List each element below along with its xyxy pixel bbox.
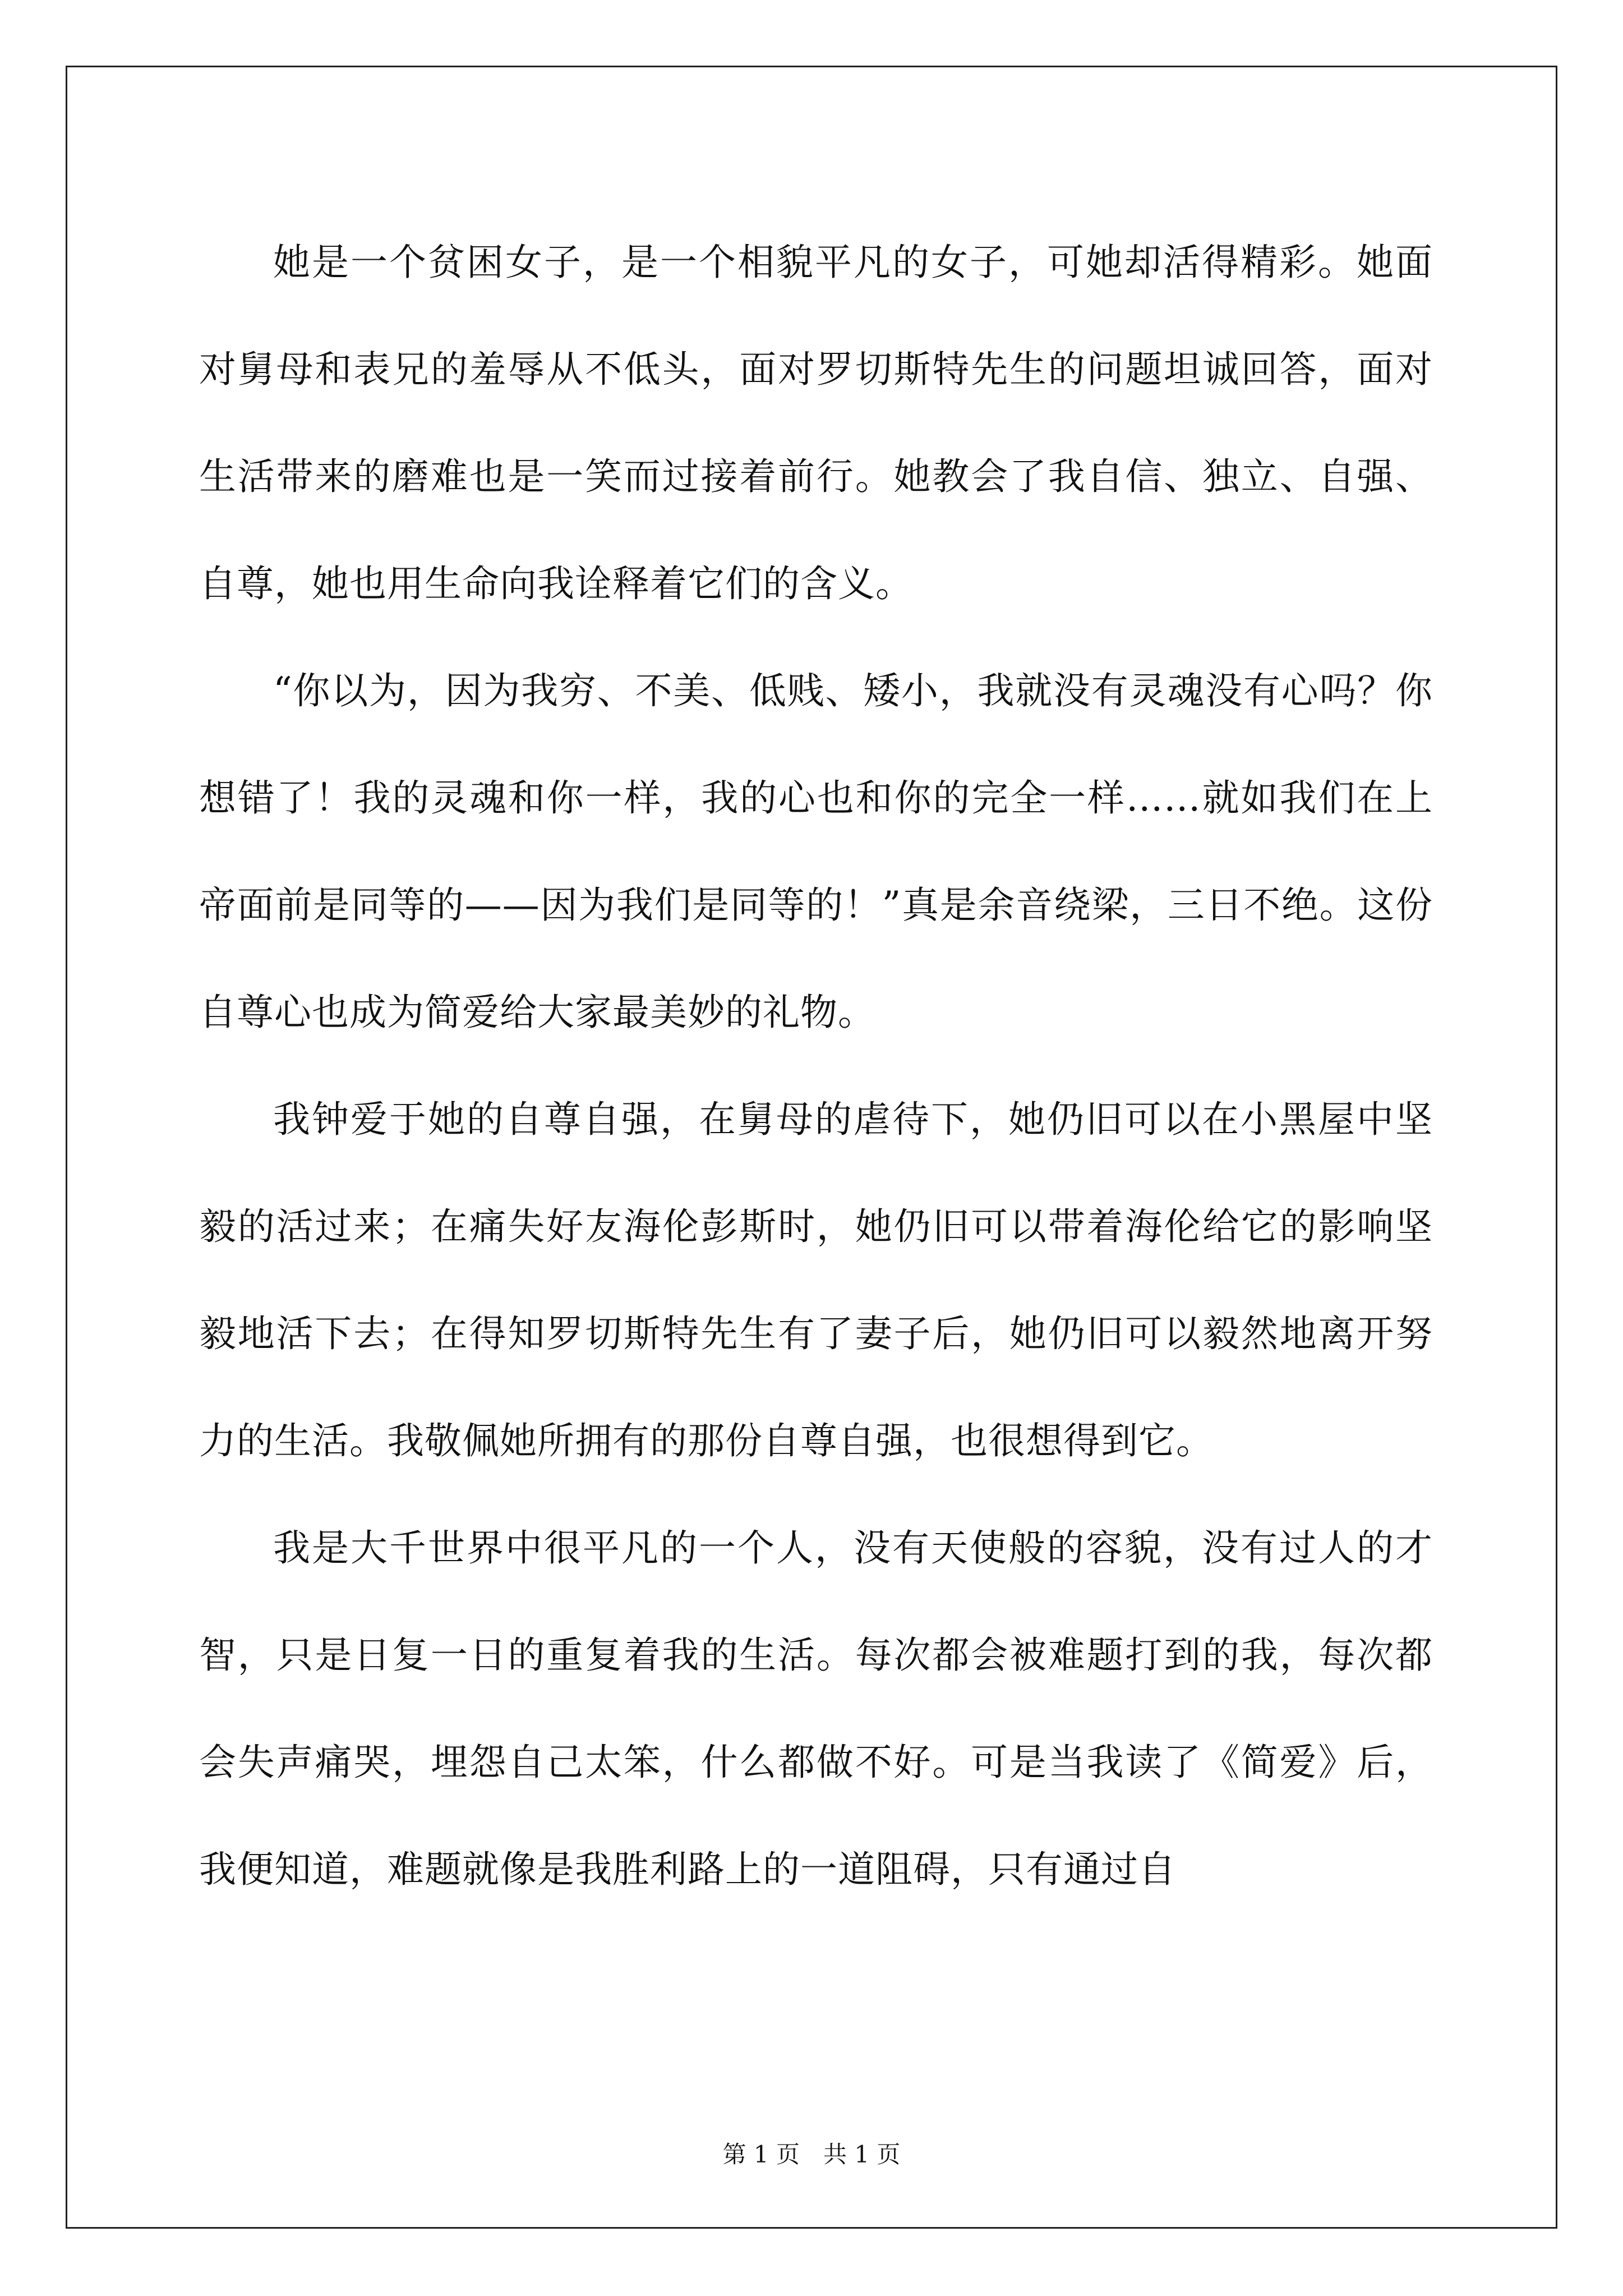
paragraph-3: 我钟爱于她的自尊自强，在舅母的虐待下，她仍旧可以在小黑屋中坚毅的活过来；在痛失好友海伦彭斯时，她仍旧可以带着海伦给它的影响坚毅地活下去；在得知罗切斯特先生有了妻子后，她仍旧可以毅然地离开努力的生活。我敬佩她所拥有的那份自尊自强，也很想得到它。 [199,1098,1433,1462]
page-number-label: 第 1 页 共 1 页 [722,2141,901,2168]
paragraph-4: 我是大千世界中很平凡的一个人，没有天使般的容貌，没有过人的才智，只是日复一日的重复着我的生活。每次都会被难题打到的我，每次都会失声痛哭，埋怨自己太笨，什么都做不好。可是当我读了《简爱》后，我便知道，难题就像是我胜利路上的一道阻碍，只有通过自 [199,1526,1433,1891]
paragraph-2: “你以为，因为我穷、不美、低贱、矮小，我就没有灵魂没有心吗？你想错了！我的灵魂和你一样，我的心也和你的完全一样……就如我们在上帝面前是同等的——因为我们是同等的！”真是余音绕梁，三日不绝。这份自尊心也成为简爱给大家最美妙的礼物。 [199,669,1433,1034]
paragraph-1: 她是一个贫困女子，是一个相貌平凡的女子，可她却活得精彩。她面对舅母和表兄的羞辱从不低头，面对罗切斯特先生的问题坦诚回答，面对生活带来的磨难也是一笑而过接着前行。她教会了我自信、独立、自强、自尊，她也用生命向我诠释着它们的含义。 [199,241,1433,605]
document-body [199,209,1433,1923]
page-footer [0,2139,1623,2170]
